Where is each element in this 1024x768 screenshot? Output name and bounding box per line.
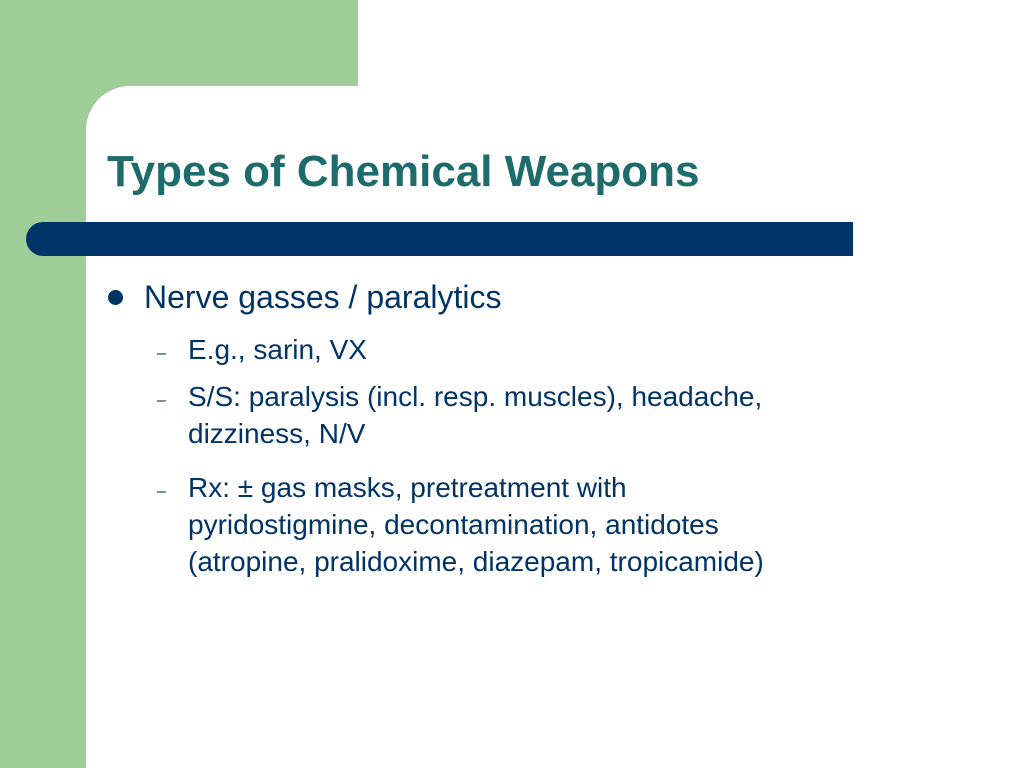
subbullet-line: S/S: paralysis (incl. resp. muscles), headache,: [188, 381, 763, 412]
dash-icon: –: [157, 392, 166, 409]
subbullet-signs-symptoms: [188, 378, 948, 452]
bullet-dot-icon: [108, 290, 123, 305]
subbullet-line: Rx: ± gas masks, pretreatment with: [188, 472, 627, 503]
dash-icon: –: [157, 483, 166, 500]
dash-icon: –: [157, 345, 166, 362]
slide-title: Types of Chemical Weapons: [107, 147, 700, 196]
subbullet-line: E.g., sarin, VX: [188, 334, 367, 365]
subbullet-line: dizziness, N/V: [188, 418, 366, 449]
subbullet-line: (atropine, pralidoxime, diazepam, tropicamide): [188, 546, 764, 577]
subbullet-line: pyridostigmine, decontamination, antidotes: [188, 509, 719, 540]
subbullet-examples: [188, 331, 948, 368]
bullet-nerve-gasses: Nerve gasses / paralytics: [144, 279, 502, 315]
subbullet-treatment: [188, 469, 948, 580]
